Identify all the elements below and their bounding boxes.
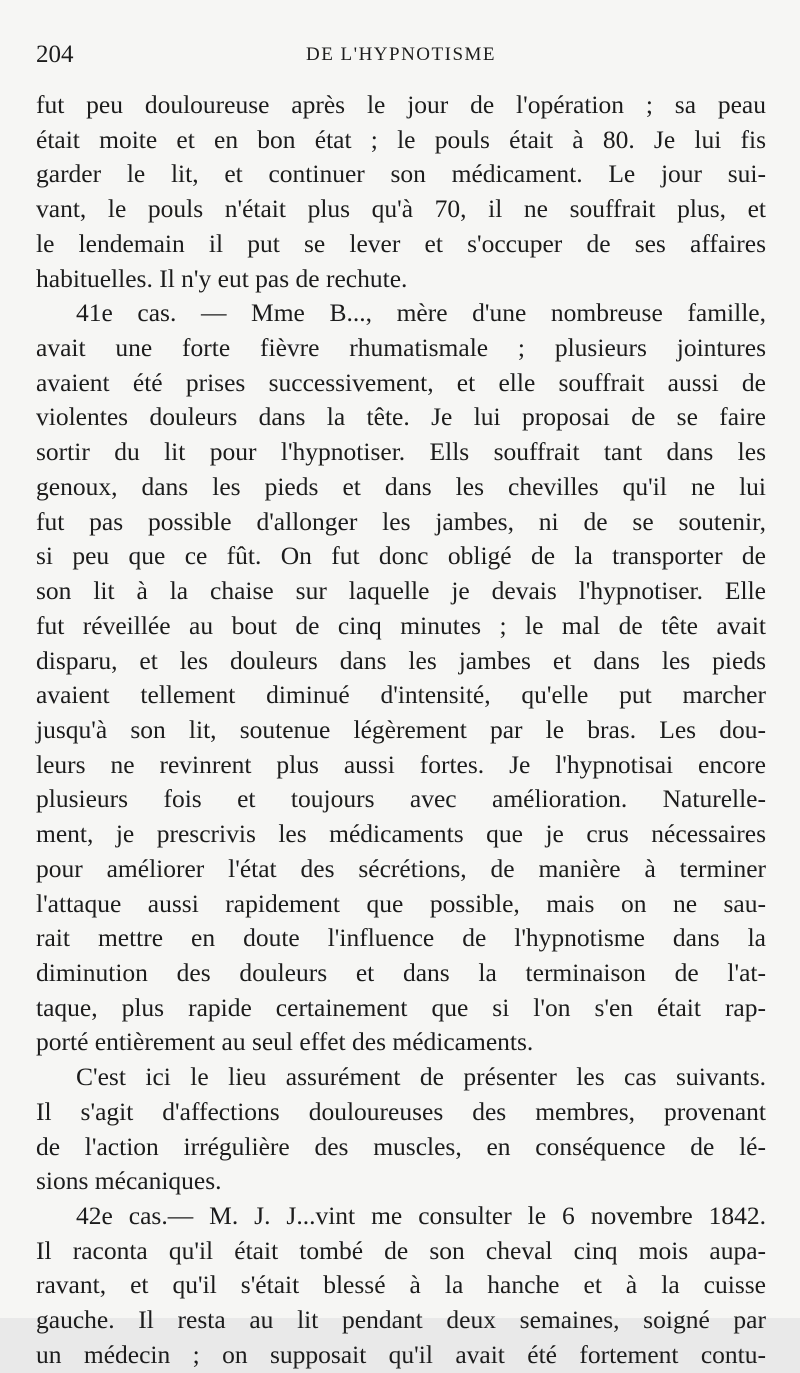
text-line: rait mettre en doute l'influence de l'hypnotisme dans la	[36, 923, 766, 953]
text-line: si peu que ce fût. On fut donc obligé de la transporter de	[36, 541, 766, 571]
text-line: violentes douleurs dans la tête. Je lui proposai de se faire	[36, 402, 766, 432]
text-line: était moite et en bon état ; le pouls était à 80. Je lui fis	[36, 124, 766, 154]
text-line: taque, plus rapide certainement que si l'on s'en était rap-	[36, 992, 766, 1022]
text-line: avait une forte fièvre rhumatismale ; plusieurs jointures	[36, 333, 766, 363]
text-line: habituelles. Il n'y eut pas de rechute.	[36, 263, 408, 293]
text-line: fut peu douloureuse après le jour de l'opération ; sa peau	[36, 90, 766, 119]
text-line: disparu, et les douleurs dans les jambes et dans les pieds	[36, 645, 766, 675]
text-line: un médecin ; on supposait qu'il avait été fortement contu-	[36, 1339, 766, 1369]
text-line: l'attaque aussi rapidement que possible, mais on ne sau-	[36, 888, 766, 918]
body-text	[36, 88, 766, 1373]
text-line: le lendemain il put se lever et s'occuper de ses affaires	[36, 228, 766, 258]
text-line: 42e cas.— M. J. J...vint me consulter le 6 novembre 1842.	[76, 1201, 766, 1230]
text-line: vant, le pouls n'était plus qu'à 70, il ne souffrait plus, et	[36, 194, 766, 224]
page-header	[36, 40, 766, 70]
text-line: fut réveillée au bout de cinq minutes ; le mal de tête avait	[36, 610, 766, 640]
text-line: avaient tellement diminué d'intensité, qu'elle put marcher	[36, 680, 766, 710]
text-line: gauche. Il resta au lit pendant deux semaines, soigné par	[36, 1305, 766, 1335]
text-line: 41e cas. — Mme B..., mère d'une nombreuse famille,	[76, 298, 766, 328]
text-line: sortir du lit pour l'hypnotiser. Ells souffrait tant dans les	[36, 437, 766, 467]
text-line: jusqu'à son lit, soutenue légèrement par le bras. Les dou-	[36, 714, 766, 744]
running-title: DE L'HYPNOTISME	[305, 44, 497, 65]
text-line: Il raconta qu'il était tombé de son cheval cinq mois aupa-	[36, 1235, 766, 1265]
text-line: C'est ici le lieu assurément de présenter les cas suivants.	[76, 1062, 766, 1092]
text-line: leurs ne revinrent plus aussi fortes. Je l'hypnotisai encore	[36, 749, 766, 779]
text-line: ment, je prescrivis les médicaments que je crus nécessaires	[36, 819, 766, 849]
text-line: son lit à la chaise sur laquelle je devais l'hypnotiser. Elle	[36, 576, 766, 606]
text-line: fut pas possible d'allonger les jambes, ni de se soutenir,	[36, 506, 766, 536]
text-line: genoux, dans les pieds et dans les chevilles qu'il ne lui	[36, 471, 766, 501]
page-number: 204	[36, 41, 74, 68]
text-line: de l'action irrégulière des muscles, en conséquence de lé-	[36, 1131, 766, 1161]
text-line: plusieurs fois et toujours avec amélioration. Naturelle-	[36, 784, 766, 814]
text-line: Il s'agit d'affections douloureuses des membres, provenant	[36, 1096, 766, 1126]
text-line: porté entièrement au seul effet des médicaments.	[36, 1027, 534, 1057]
text-line: garder le lit, et continuer son médicament. Le jour sui-	[36, 159, 766, 189]
text-line: pour améliorer l'état des sécrétions, de manière à terminer	[36, 853, 766, 883]
text-line: diminution des douleurs et dans la terminaison de l'at-	[36, 957, 766, 987]
text-line: avaient été prises successivement, et elle souffrait aussi de	[36, 367, 766, 397]
text-line: ravant, et qu'il s'était blessé à la hanche et à la cuisse	[36, 1270, 766, 1300]
text-line: sions mécaniques.	[36, 1166, 222, 1196]
